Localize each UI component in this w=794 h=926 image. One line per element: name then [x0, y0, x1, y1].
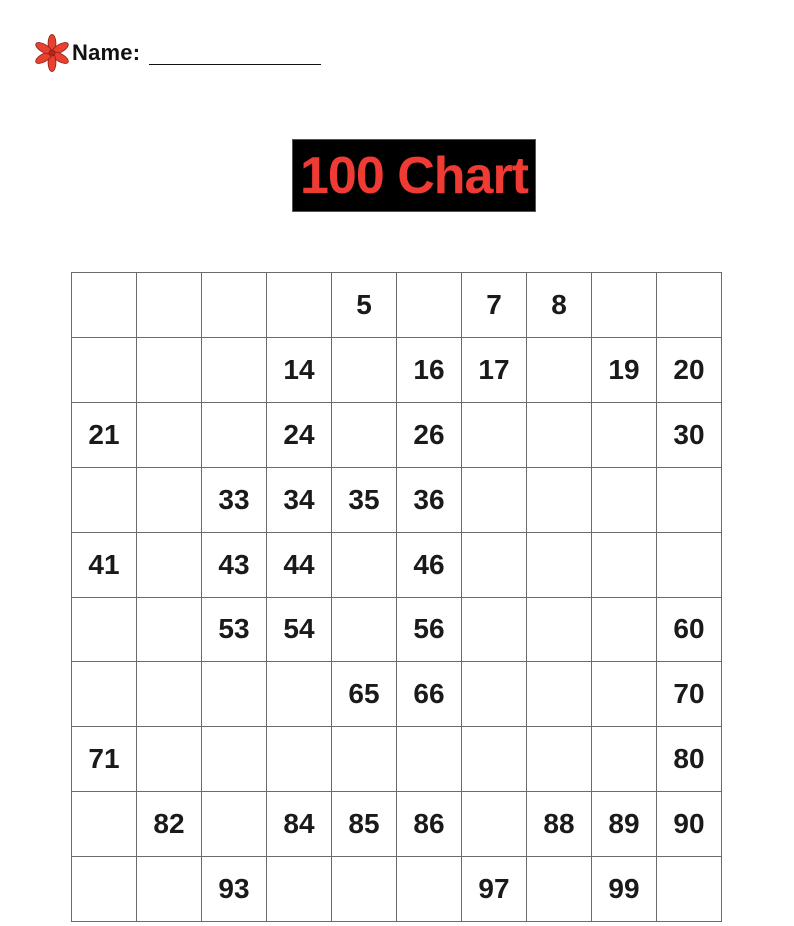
chart-cell[interactable]: 24	[267, 403, 332, 468]
chart-cell[interactable]	[527, 727, 592, 792]
chart-cell[interactable]: 84	[267, 792, 332, 857]
chart-cell[interactable]: 36	[397, 468, 462, 533]
chart-cell[interactable]	[72, 468, 137, 533]
chart-cell[interactable]: 99	[592, 857, 657, 922]
chart-cell[interactable]	[267, 662, 332, 727]
chart-cell[interactable]: 65	[332, 662, 397, 727]
chart-cell[interactable]	[462, 792, 527, 857]
chart-cell[interactable]	[332, 403, 397, 468]
chart-cell[interactable]	[462, 662, 527, 727]
chart-cell[interactable]: 70	[657, 662, 722, 727]
chart-cell[interactable]	[202, 403, 267, 468]
chart-cell[interactable]: 30	[657, 403, 722, 468]
chart-cell[interactable]: 90	[657, 792, 722, 857]
chart-cell[interactable]	[72, 338, 137, 403]
chart-cell[interactable]	[657, 533, 722, 598]
chart-cell[interactable]	[137, 598, 202, 663]
chart-cell[interactable]: 33	[202, 468, 267, 533]
chart-cell[interactable]: 17	[462, 338, 527, 403]
chart-cell[interactable]	[137, 403, 202, 468]
chart-cell[interactable]: 20	[657, 338, 722, 403]
chart-cell[interactable]	[397, 857, 462, 922]
chart-cell[interactable]	[137, 468, 202, 533]
chart-cell[interactable]: 82	[137, 792, 202, 857]
chart-cell[interactable]	[397, 273, 462, 338]
chart-cell[interactable]	[527, 468, 592, 533]
chart-cell[interactable]	[72, 598, 137, 663]
chart-cell[interactable]	[592, 273, 657, 338]
title-banner	[292, 139, 536, 212]
chart-cell[interactable]: 66	[397, 662, 462, 727]
chart-cell[interactable]	[72, 857, 137, 922]
chart-cell[interactable]: 41	[72, 533, 137, 598]
name-row	[33, 34, 321, 72]
chart-cell[interactable]	[72, 662, 137, 727]
chart-cell[interactable]: 60	[657, 598, 722, 663]
chart-cell[interactable]	[137, 273, 202, 338]
chart-cell[interactable]	[592, 468, 657, 533]
chart-cell[interactable]: 85	[332, 792, 397, 857]
chart-cell[interactable]: 88	[527, 792, 592, 857]
chart-cell[interactable]	[397, 727, 462, 792]
chart-cell[interactable]: 43	[202, 533, 267, 598]
chart-cell[interactable]	[202, 338, 267, 403]
chart-cell[interactable]	[527, 662, 592, 727]
chart-cell[interactable]	[137, 338, 202, 403]
chart-cell[interactable]: 56	[397, 598, 462, 663]
chart-cell[interactable]: 97	[462, 857, 527, 922]
chart-cell[interactable]	[462, 403, 527, 468]
chart-cell[interactable]: 93	[202, 857, 267, 922]
chart-cell[interactable]	[462, 727, 527, 792]
chart-cell[interactable]: 54	[267, 598, 332, 663]
chart-cell[interactable]	[137, 662, 202, 727]
chart-cell[interactable]	[332, 857, 397, 922]
chart-cell[interactable]	[267, 727, 332, 792]
chart-cell[interactable]: 44	[267, 533, 332, 598]
chart-cell[interactable]	[202, 662, 267, 727]
chart-cell[interactable]	[592, 533, 657, 598]
chart-cell[interactable]	[332, 338, 397, 403]
hundred-chart-grid	[71, 272, 722, 922]
chart-cell[interactable]	[592, 727, 657, 792]
name-blank-line[interactable]	[149, 64, 321, 65]
chart-cell[interactable]: 26	[397, 403, 462, 468]
chart-cell[interactable]	[202, 792, 267, 857]
chart-cell[interactable]	[527, 857, 592, 922]
chart-cell[interactable]	[267, 857, 332, 922]
chart-cell[interactable]	[137, 727, 202, 792]
chart-cell[interactable]: 46	[397, 533, 462, 598]
chart-cell[interactable]: 86	[397, 792, 462, 857]
chart-cell[interactable]	[657, 468, 722, 533]
chart-cell[interactable]	[527, 338, 592, 403]
chart-cell[interactable]	[592, 598, 657, 663]
chart-cell[interactable]: 16	[397, 338, 462, 403]
flower-icon	[33, 34, 71, 72]
chart-cell[interactable]	[462, 598, 527, 663]
chart-cell[interactable]	[657, 273, 722, 338]
chart-cell[interactable]	[527, 533, 592, 598]
chart-cell[interactable]: 19	[592, 338, 657, 403]
name-label: Name:	[72, 40, 141, 65]
chart-cell[interactable]	[137, 857, 202, 922]
chart-cell[interactable]	[462, 468, 527, 533]
chart-cell[interactable]	[592, 662, 657, 727]
chart-cell[interactable]	[202, 727, 267, 792]
chart-cell[interactable]	[592, 403, 657, 468]
chart-cell[interactable]: 71	[72, 727, 137, 792]
chart-cell[interactable]: 21	[72, 403, 137, 468]
chart-cell[interactable]	[462, 533, 527, 598]
chart-cell[interactable]	[137, 533, 202, 598]
chart-cell[interactable]	[657, 857, 722, 922]
chart-cell[interactable]: 7	[462, 273, 527, 338]
chart-cell[interactable]: 35	[332, 468, 397, 533]
chart-cell[interactable]: 80	[657, 727, 722, 792]
chart-cell[interactable]: 34	[267, 468, 332, 533]
chart-cell[interactable]: 8	[527, 273, 592, 338]
chart-cell[interactable]	[332, 598, 397, 663]
chart-cell[interactable]: 5	[332, 273, 397, 338]
chart-cell[interactable]	[267, 273, 332, 338]
chart-cell[interactable]	[202, 273, 267, 338]
chart-cell[interactable]	[332, 727, 397, 792]
chart-cell[interactable]	[72, 273, 137, 338]
chart-cell[interactable]: 53	[202, 598, 267, 663]
chart-cell[interactable]: 14	[267, 338, 332, 403]
chart-cell[interactable]	[527, 598, 592, 663]
page-title: 100 Chart	[300, 146, 528, 205]
chart-cell[interactable]	[72, 792, 137, 857]
chart-cell[interactable]	[527, 403, 592, 468]
chart-cell[interactable]: 89	[592, 792, 657, 857]
chart-cell[interactable]	[332, 533, 397, 598]
